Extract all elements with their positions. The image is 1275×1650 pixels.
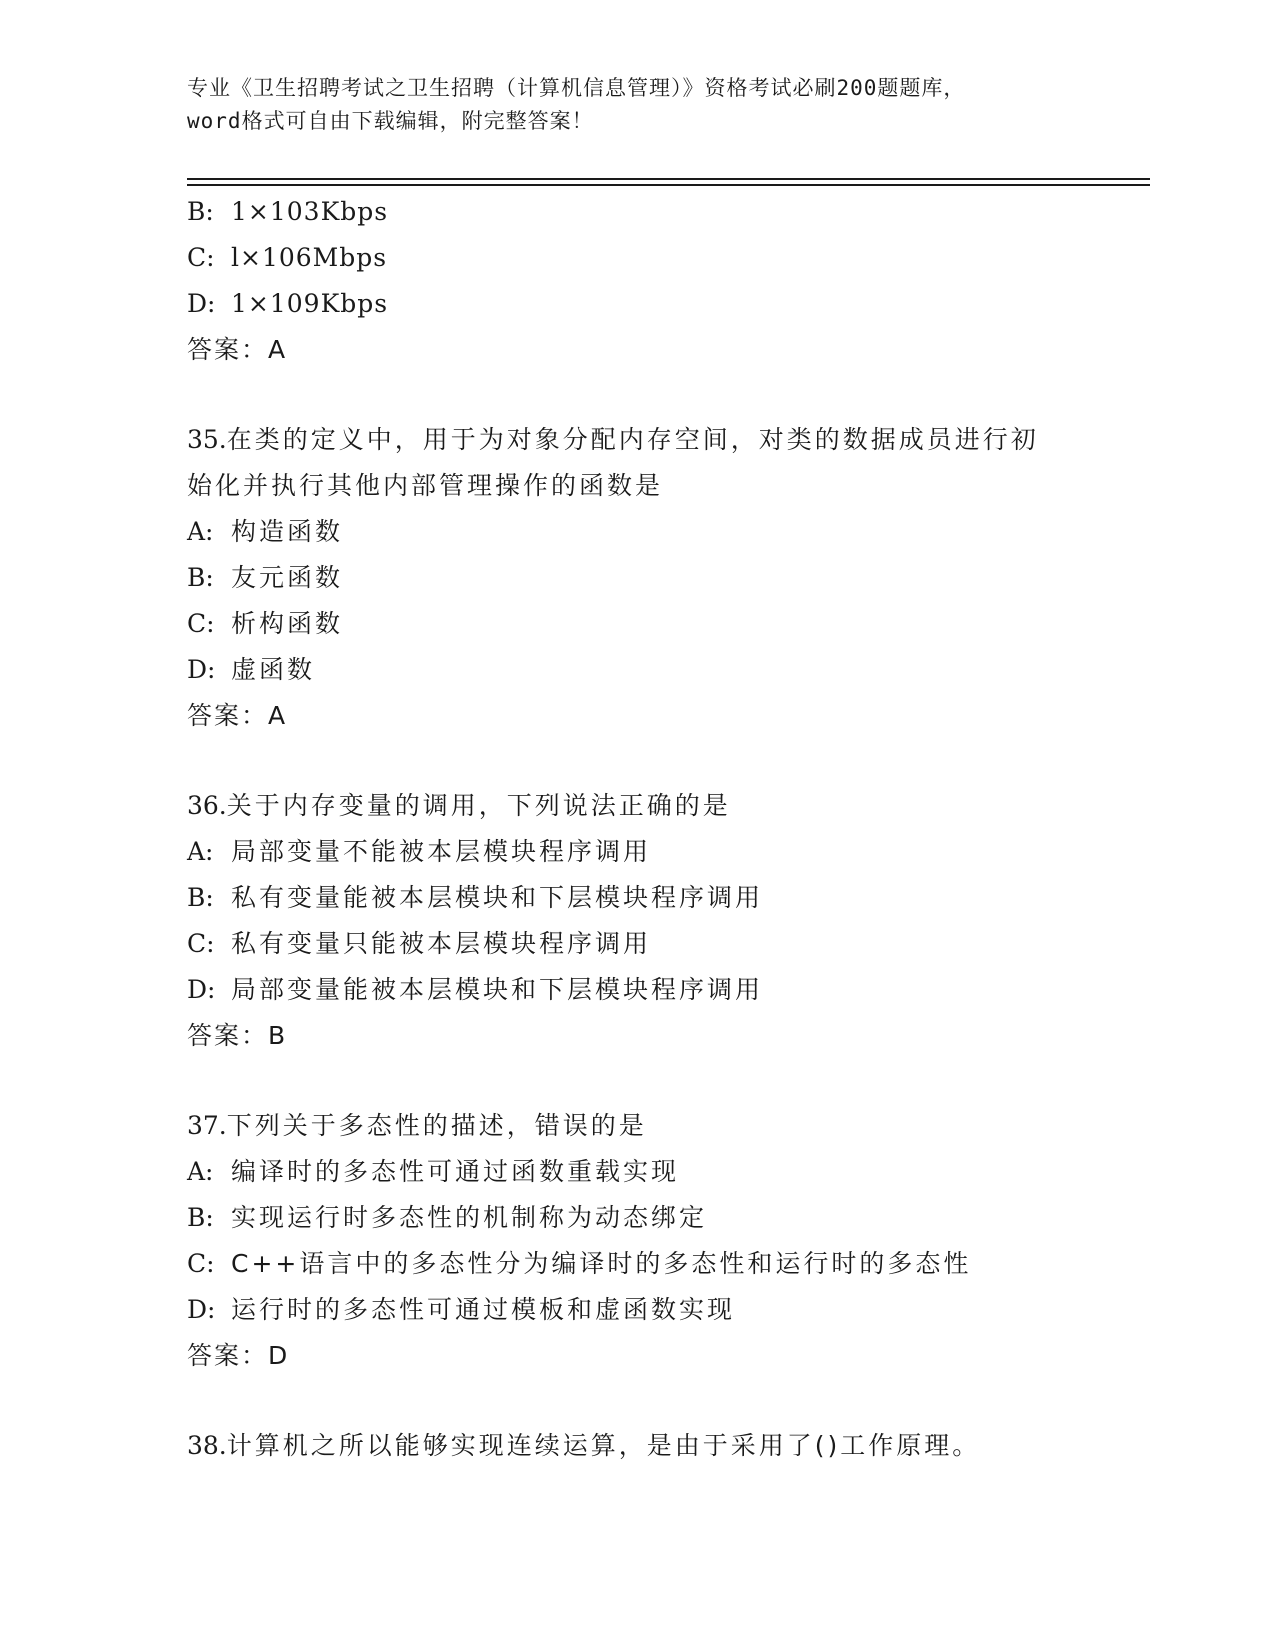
header-title-line1: 专业《卫生招聘考试之卫生招聘（计算机信息管理）》资格考试必刷200题题库， (187, 76, 966, 100)
question-text: 关于内存变量的调用，下列说法正确的是 (226, 791, 731, 820)
question-36 (187, 783, 1117, 1059)
option-letter: A: (187, 1157, 214, 1186)
option-d (187, 281, 1117, 327)
question-text-line (187, 1103, 1117, 1149)
option-text: 虚函数 (231, 655, 316, 684)
option-letter: C: (187, 609, 215, 638)
question-number: 38. (187, 1431, 227, 1460)
option-d (187, 1287, 1117, 1333)
question-text: 下列关于多态性的描述，错误的是 (226, 1111, 647, 1140)
option-text: 友元函数 (231, 563, 344, 592)
option-text: 构造函数 (231, 517, 344, 546)
answer-line: 答案：A (187, 701, 288, 730)
option-text: 运行时的多态性可通过模板和虚函数实现 (231, 1295, 736, 1324)
option-letter: C: (187, 243, 215, 272)
question-text: 在类的定义中，用于为对象分配内存空间，对类的数据成员进行初 (226, 425, 1039, 454)
question-text: 始化并执行其他内部管理操作的函数是 (187, 471, 664, 500)
option-a (187, 829, 1117, 875)
option-letter: B: (187, 197, 214, 226)
header-title-line2: word格式可自由下载编辑，附完整答案！ (187, 109, 594, 133)
option-letter: C: (187, 929, 215, 958)
option-letter: A: (187, 837, 214, 866)
option-letter: B: (187, 883, 214, 912)
question-38 (187, 1423, 1117, 1469)
option-letter: B: (187, 1203, 214, 1232)
option-b (187, 1195, 1117, 1241)
option-text: 私有变量只能被本层模块程序调用 (231, 929, 652, 958)
document-header (187, 72, 1087, 138)
option-text: 1×109Kbps (231, 289, 389, 318)
spacer (187, 1379, 1117, 1423)
option-text: 1×103Kbps (231, 197, 389, 226)
answer-line: 答案：D (187, 1341, 290, 1370)
answer-line: 答案：B (187, 1021, 288, 1050)
question-list (187, 189, 1117, 1469)
option-letter: C: (187, 1249, 215, 1278)
spacer (187, 1059, 1117, 1103)
option-letter: A: (187, 517, 214, 546)
option-b (187, 555, 1117, 601)
continued-question (187, 189, 1117, 373)
option-b (187, 875, 1117, 921)
header-divider-bottom (187, 184, 1150, 186)
option-d (187, 647, 1117, 693)
question-text-line (187, 463, 1117, 509)
question-text: 计算机之所以能够实现连续运算，是由于采用了()工作原理。 (226, 1431, 981, 1460)
option-text: C++语言中的多态性分为编译时的多态性和运行时的多态性 (231, 1249, 972, 1278)
spacer (187, 373, 1117, 417)
option-d (187, 967, 1117, 1013)
option-c (187, 1241, 1117, 1287)
option-text: 局部变量能被本层模块和下层模块程序调用 (231, 975, 764, 1004)
header-divider-top (187, 178, 1150, 180)
option-letter: D: (187, 1295, 216, 1324)
option-text: 实现运行时多态性的机制称为动态绑定 (231, 1203, 708, 1232)
option-c (187, 921, 1117, 967)
option-b (187, 189, 1117, 235)
option-text: l×106Mbps (231, 243, 388, 272)
answer-line: 答案：A (187, 335, 288, 364)
spacer (187, 739, 1117, 783)
question-text-line (187, 417, 1117, 463)
option-c (187, 601, 1117, 647)
question-35 (187, 417, 1117, 739)
option-text: 私有变量能被本层模块和下层模块程序调用 (231, 883, 764, 912)
option-a (187, 509, 1117, 555)
question-number: 35. (187, 425, 227, 454)
question-number: 37. (187, 1111, 227, 1140)
option-letter: B: (187, 563, 214, 592)
option-text: 析构函数 (231, 609, 344, 638)
option-text: 编译时的多态性可通过函数重载实现 (231, 1157, 680, 1186)
option-c (187, 235, 1117, 281)
question-text-line (187, 783, 1117, 829)
question-37 (187, 1103, 1117, 1379)
option-letter: D: (187, 975, 216, 1004)
option-letter: D: (187, 289, 216, 318)
question-number: 36. (187, 791, 227, 820)
option-letter: D: (187, 655, 216, 684)
option-a (187, 1149, 1117, 1195)
question-text-line (187, 1423, 1117, 1469)
option-text: 局部变量不能被本层模块程序调用 (231, 837, 652, 866)
